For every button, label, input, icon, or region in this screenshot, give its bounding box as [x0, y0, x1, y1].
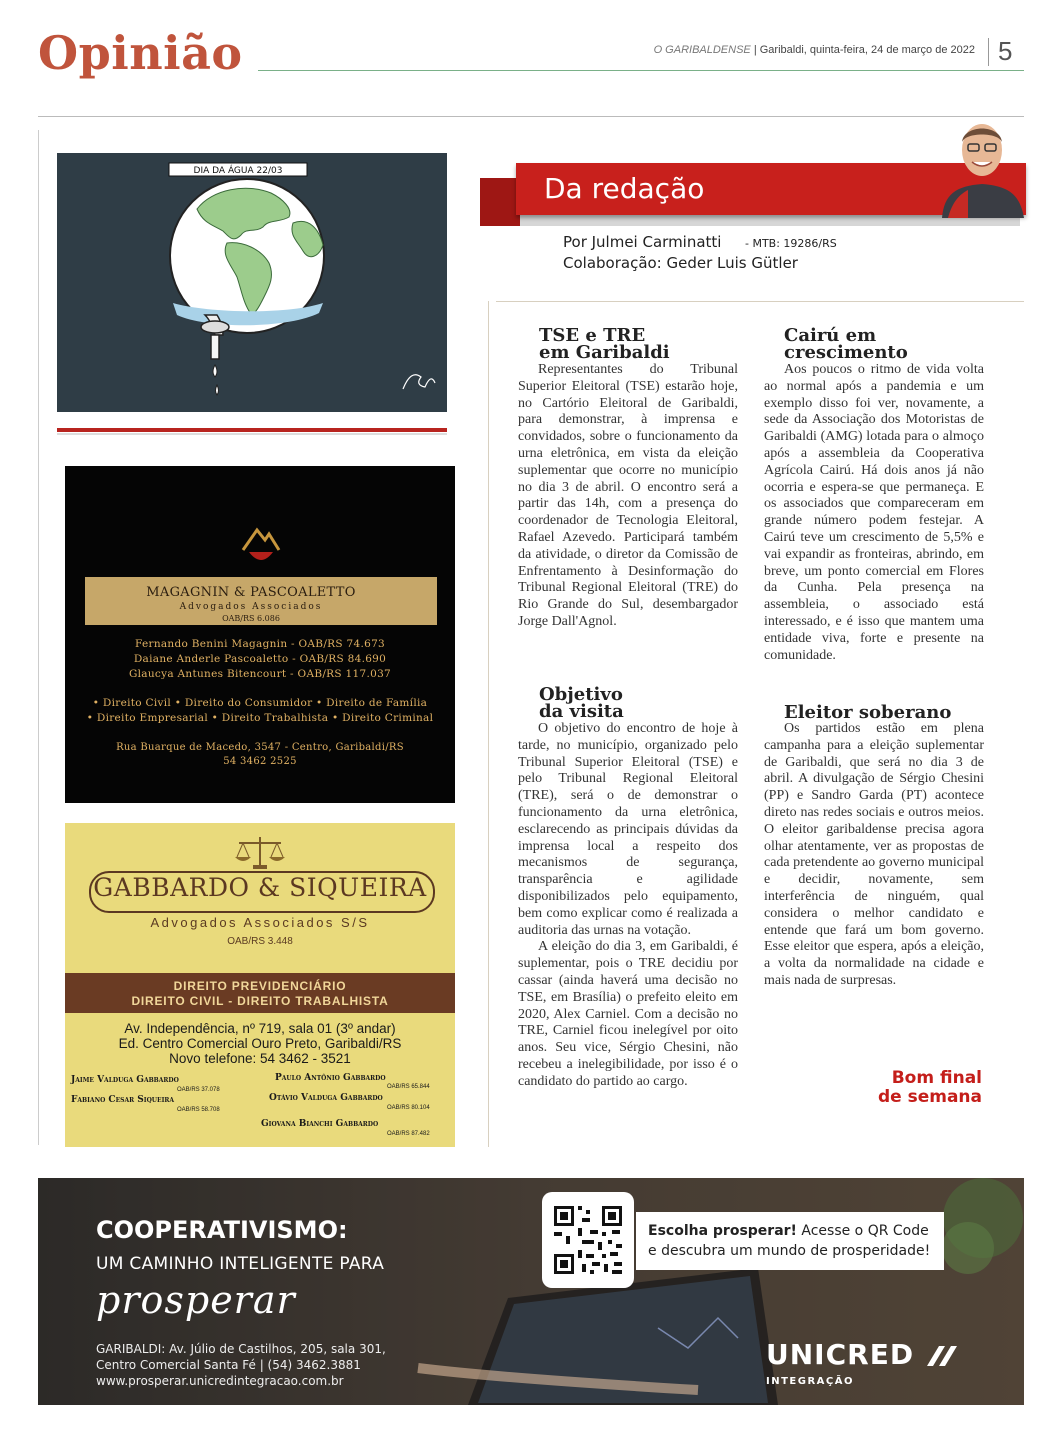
article-body: [518, 721, 738, 1091]
lawyer-name: Paulo Antônio Gabbardo: [275, 1073, 386, 1083]
banner-website[interactable]: www.prosperar.unicredintegracao.com.br: [96, 1374, 344, 1388]
firm-oab: OAB/RS 6.086: [222, 614, 280, 623]
dateline: [630, 44, 975, 56]
lawyer-oab: OAB/RS 80.104: [387, 1105, 430, 1111]
scales-of-justice-icon: [233, 833, 287, 871]
article-paragraph: A eleição do dia 3, em Garibaldi, é suplementar, pois o TRE decidiu por cassar (ainda haverá uma decisão no TSE, em Brasília) o prefeito eleito em 2020, Alex Carniel. Com a decisão no TRE, Carniel ficou inelegível por oito anos. Seu vice, Sérgio Chesini, não recebeu a inelegibilidade, por isso é o candidato do partido ao cargo.: [518, 939, 738, 1089]
cta-body: Acesse o QR Code e descubra um mundo de prosperidade!: [648, 1223, 931, 1259]
lawyer-oab: OAB/RS 58.708: [177, 1107, 220, 1113]
author-photo: [938, 110, 1026, 218]
firm-address: Av. Independência, nº 719, sala 01 (3º andar): [124, 1021, 396, 1036]
section-title: Opinião: [38, 26, 243, 80]
paper-name: O GARIBALDENSE: [653, 44, 751, 56]
firm-name: GABBARDO & SIQUEIRA: [93, 873, 427, 902]
collaboration-credit: Colaboração: Geder Luis Gütler: [563, 254, 798, 272]
ad-magagnin-pascoaletto[interactable]: [65, 466, 455, 803]
firm-name: MAGAGNIN & PASCOALETTO: [146, 585, 356, 600]
artist-signature: [403, 375, 435, 389]
dateline-text: Garibaldi, quinta-feira, 24 de março de 2022: [759, 44, 975, 56]
cta-text: [648, 1221, 940, 1261]
header-rule: [258, 70, 1024, 71]
firm-address: Rua Buarque de Macedo, 3547 - Centro, Garibaldi/RS: [116, 742, 404, 753]
banner-subtitle: UM CAMINHO INTELIGENTE PARA: [96, 1254, 385, 1274]
cta-box: [636, 1212, 944, 1270]
column-signoff: [850, 1069, 982, 1107]
article-body: [764, 721, 984, 990]
column-top-rule: [496, 301, 1024, 302]
cartoon-underline: [57, 428, 447, 432]
lawyer-name: Jaime Valduga Gabbardo: [71, 1075, 179, 1085]
article-body: [764, 362, 984, 664]
article-paragraph: Representantes do Tribunal Superior Eleitoral (TSE) estarão hoje, no Cartório Eleitoral de Garibaldi, para demonstrar, à imprensa e convidados, sobre o funcionamento da urna eletrônica, em vista da eleição suplementar que ocorre no município no dia 3 de abril. O encontro será a partir das 14h, com a presença do coordenador de Tecnologia Eleitoral, Rafael Azevedo. Participará também da atividade, o diretor da Comissão de Enfrentamento à Desinformação do Tribunal Regional Eleitoral (TRE) do Rio Grande do Sul, desembargador Jorge Dall'Agnol.: [518, 362, 738, 629]
unicred-tagline: INTEGRAÇÃO: [766, 1376, 854, 1387]
article-title-line: TSE e TRE: [539, 325, 646, 346]
banner-title: COOPERATIVISMO:: [96, 1216, 348, 1244]
article-paragraph: Os partidos estão em plena campanha para a eleição suplementar de Garibaldi, que será no dia 3 de abril. A divulgação de Sérgio Chesini (PP) e Sandro Garda (PT) acontece direto nas redes sociais e outros meios. O eleitor garibaldense precisa agora olhar atentamente, ver as propostas de cada pretendente ao governo municipal e decidir, novamente, sem interferência de ninguém, qual considera o melhor candidato e entende que fará um bom governo. Esse eleitor que espera, após a eleição, a volta da normalidade na cidade e mais nada de surpresas.: [764, 721, 985, 988]
firm-phone: Novo telefone: 54 3462 - 3521: [169, 1051, 351, 1066]
earth-faucet-illustration: [57, 153, 447, 412]
article-title: [539, 686, 759, 720]
unicred-wordmark: UNICRED: [766, 1338, 915, 1371]
unicred-logo: [766, 1338, 959, 1371]
practice-areas: • Direito Civil • Direito do Consumidor • Direito de Família: [92, 697, 428, 709]
article-title-line: em Garibaldi: [539, 342, 670, 363]
column-title: Da redação: [544, 172, 705, 205]
byline: Por Julmei Carminatti: [563, 233, 722, 251]
lawyer-oab: OAB/RS 87.482: [387, 1131, 430, 1137]
qr-code-icon: [542, 1192, 634, 1288]
signoff-line: de semana: [877, 1087, 982, 1107]
firm-subtitle: Advogados Associados S/S: [150, 915, 370, 930]
article-title: [539, 327, 759, 361]
lawyer-line: Daiane Anderle Pascoaletto - OAB/RS 84.690: [133, 653, 387, 665]
column-banner-fold: [480, 178, 520, 226]
unicred-arrow-icon: [925, 1344, 959, 1368]
lawyer-line: Fernando Benini Magagnin - OAB/RS 74.673: [134, 638, 386, 650]
article-title-line: crescimento: [784, 342, 908, 363]
article-title-line: da visita: [539, 701, 624, 722]
practice-area: DIREITO PREVIDENCIÁRIO: [173, 979, 347, 993]
lawyer-oab: OAB/RS 37.078: [177, 1087, 220, 1093]
top-divider: [38, 116, 1024, 117]
firm-subtitle: Advogados Associados: [179, 602, 323, 612]
cta-bold: Escolha prosperar!: [648, 1223, 797, 1239]
article-title-line: Eleitor soberano: [784, 702, 952, 723]
lawyer-name: Giovana Bianchi Gabbardo: [261, 1119, 379, 1129]
firm-phone: 54 3462 2525: [223, 756, 297, 767]
banner-address: Centro Comercial Santa Fé | (54) 3462.3881: [96, 1358, 361, 1372]
cartoon-caption: DIA DA ÁGUA 22/03: [193, 166, 283, 176]
unicred-banner[interactable]: [38, 1178, 1024, 1405]
column-left-rule: [488, 301, 489, 1147]
lawyer-line: Glaucya Antunes Bitencourt - OAB/RS 117.037: [128, 668, 392, 680]
signoff-line: Bom final: [891, 1068, 982, 1088]
qr-code[interactable]: [542, 1192, 634, 1288]
cartoon-underline-shadow: [57, 433, 447, 435]
banner-script-word: prosperar: [96, 1278, 296, 1322]
practice-area: DIREITO CIVIL - DIREITO TRABALHISTA: [131, 994, 389, 1008]
firm-oab: OAB/RS 3.448: [227, 936, 293, 947]
article-title: [784, 327, 1004, 361]
byline-mtb: - MTB: 19286/RS: [745, 237, 837, 250]
firm-building: Ed. Centro Comercial Ouro Preto, Garibaldi/RS: [118, 1036, 402, 1051]
ad-gabbardo-siqueira[interactable]: [65, 823, 455, 1147]
mountain-logo-icon: [239, 524, 283, 566]
editorial-cartoon: [57, 153, 447, 412]
page-number: 5: [998, 36, 1013, 66]
lawyer-oab: OAB/RS 65.844: [387, 1084, 430, 1090]
practice-areas: • Direito Empresarial • Direito Trabalhista • Direito Criminal: [86, 712, 434, 724]
article-paragraph: O objetivo do encontro de hoje à tarde, no município, organizado pelo Tribunal Superior Eleitoral (TSE) e pelo Tribunal Regional Eleitoral (TRE), será o de demonstrar o funcionamento da urna eletrônica, esclarecendo as principais dúvidas da imprensa local a respeito dos mecanismos de segurança, transparência e agilidade disponibilizados pelo equipamento, bem como explicar como é realizada a auditoria das urnas na votação.: [518, 721, 738, 938]
page-number-divider: [988, 38, 989, 66]
left-divider: [38, 130, 39, 1145]
article-paragraph: Aos poucos o ritmo de vida volta ao normal após a pandemia e um exemplo disso foi ver, novamente, a sede da Associação dos Motoristas de Garibaldi (AMG) lotada para o almoço após a assembleia da Cooperativa Agrícola Cairú. Há dois anos já não ocorria e espera-se que permaneça. E os associados que compareceram em grande número podem festejar. A Cairú teve um crescimento de 5,5% e vai expandir as fronteiras, abrindo, em breve, um ponto comercial em Flores da Cunha. Pela presença na assembleia, o associado está interessado, e é isso que mantem uma entidade viva, forte e presente na comunidade.: [764, 362, 984, 663]
practice-band: [65, 973, 455, 1013]
article-body: [518, 362, 738, 631]
article-title-line: Cairú em: [784, 325, 877, 346]
lawyer-name: Otávio Valduga Gabbardo: [269, 1093, 383, 1103]
dateline-separator: |: [753, 44, 757, 56]
lawyer-name: Fabiano Cesar Siqueira: [71, 1095, 175, 1105]
banner-address: GARIBALDI: Av. Júlio de Castilhos, 205, sala 301,: [96, 1342, 386, 1356]
article-title: [784, 704, 1004, 721]
article-title-line: Objetivo: [539, 684, 623, 705]
